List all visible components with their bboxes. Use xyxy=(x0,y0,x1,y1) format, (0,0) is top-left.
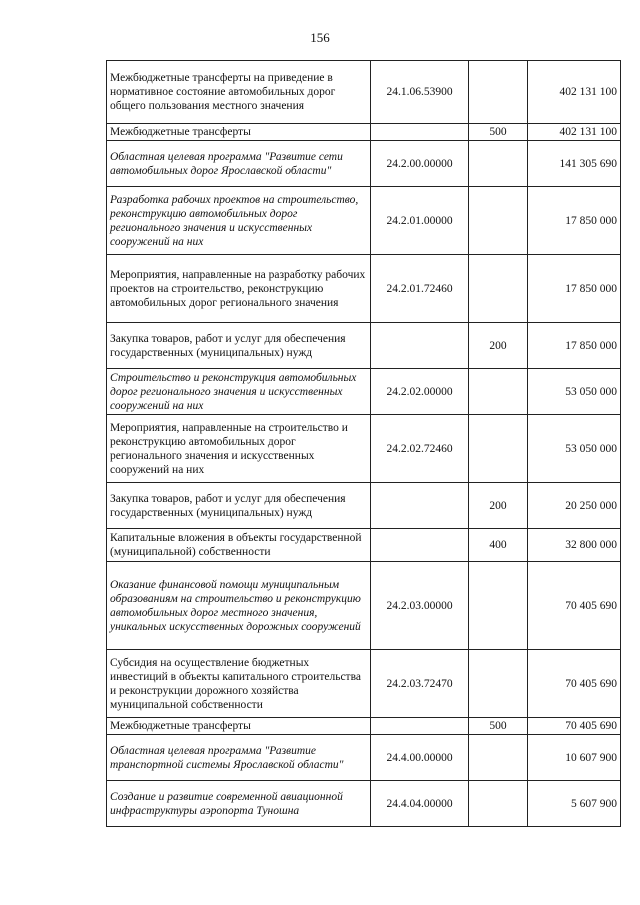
row-code xyxy=(371,483,469,529)
row-code: 24.2.02.00000 xyxy=(371,369,469,415)
table-row xyxy=(107,141,621,187)
row-name: Мероприятия, направленные на строительство и реконструкцию автомобильных дорог регионального значения и искусственных сооружений на них xyxy=(107,415,371,483)
row-amount: 141 305 690 xyxy=(528,141,621,187)
row-code: 24.4.04.00000 xyxy=(371,781,469,827)
table-row xyxy=(107,255,621,323)
row-expense-type: 400 xyxy=(469,529,528,562)
table-row xyxy=(107,650,621,718)
table-row xyxy=(107,483,621,529)
table-row xyxy=(107,61,621,124)
row-code xyxy=(371,529,469,562)
row-code: 24.2.03.72470 xyxy=(371,650,469,718)
row-code xyxy=(371,124,469,141)
row-expense-type xyxy=(469,415,528,483)
row-amount: 10 607 900 xyxy=(528,735,621,781)
row-expense-type xyxy=(469,650,528,718)
row-expense-type xyxy=(469,781,528,827)
row-amount: 17 850 000 xyxy=(528,323,621,369)
row-name: Закупка товаров, работ и услуг для обеспечения государственных (муниципальных) нужд xyxy=(107,483,371,529)
row-name: Субсидия на осуществление бюджетных инвестиций в объекты капитального строительства и реконструкции дорожного хозяйства муниципальной собственности xyxy=(107,650,371,718)
row-amount: 70 405 690 xyxy=(528,650,621,718)
row-amount: 70 405 690 xyxy=(528,718,621,735)
table-row xyxy=(107,735,621,781)
row-code xyxy=(371,323,469,369)
row-name: Разработка рабочих проектов на строительство, реконструкцию автомобильных дорог регионального значения и искусственных сооружений на них xyxy=(107,187,371,255)
table-row xyxy=(107,415,621,483)
row-name: Межбюджетные трансферты xyxy=(107,124,371,141)
table-row xyxy=(107,369,621,415)
row-name: Мероприятия, направленные на разработку рабочих проектов на строительство, реконструкцию автомобильных дорог регионального значения xyxy=(107,255,371,323)
row-expense-type: 500 xyxy=(469,718,528,735)
row-expense-type: 200 xyxy=(469,483,528,529)
row-code: 24.2.00.00000 xyxy=(371,141,469,187)
row-amount: 17 850 000 xyxy=(528,255,621,323)
row-expense-type xyxy=(469,61,528,124)
row-code: 24.4.00.00000 xyxy=(371,735,469,781)
row-amount: 70 405 690 xyxy=(528,562,621,650)
row-name: Межбюджетные трансферты xyxy=(107,718,371,735)
row-name: Областная целевая программа "Развитие сети автомобильных дорог Ярославской области" xyxy=(107,141,371,187)
row-code xyxy=(371,718,469,735)
row-amount: 402 131 100 xyxy=(528,61,621,124)
row-expense-type: 200 xyxy=(469,323,528,369)
row-expense-type xyxy=(469,369,528,415)
row-code: 24.1.06.53900 xyxy=(371,61,469,124)
budget-table xyxy=(106,60,621,827)
row-name: Создание и развитие современной авиационной инфраструктуры аэропорта Туношна xyxy=(107,781,371,827)
row-name: Закупка товаров, работ и услуг для обеспечения государственных (муниципальных) нужд xyxy=(107,323,371,369)
row-amount: 20 250 000 xyxy=(528,483,621,529)
row-expense-type xyxy=(469,255,528,323)
row-amount: 53 050 000 xyxy=(528,369,621,415)
table-row xyxy=(107,187,621,255)
row-name: Капитальные вложения в объекты государственной (муниципальной) собственности xyxy=(107,529,371,562)
row-code: 24.2.02.72460 xyxy=(371,415,469,483)
table-row xyxy=(107,562,621,650)
table-row xyxy=(107,124,621,141)
page-number: 156 xyxy=(310,30,330,45)
row-code: 24.2.01.72460 xyxy=(371,255,469,323)
row-name: Межбюджетные трансферты на приведение в нормативное состояние автомобильных дорог общего пользования местного значения xyxy=(107,61,371,124)
row-amount: 17 850 000 xyxy=(528,187,621,255)
row-expense-type: 500 xyxy=(469,124,528,141)
row-name: Оказание финансовой помощи муниципальным образованиям на строительство и реконструкцию автомобильных дорог местного значения, уникальных искусственных дорожных сооружений xyxy=(107,562,371,650)
table-row xyxy=(107,781,621,827)
table-row xyxy=(107,323,621,369)
row-amount: 402 131 100 xyxy=(528,124,621,141)
row-name: Областная целевая программа "Развитие транспортной системы Ярославской области" xyxy=(107,735,371,781)
row-name: Строительство и реконструкция автомобильных дорог регионального значения и искусственных сооружений на них xyxy=(107,369,371,415)
row-amount: 32 800 000 xyxy=(528,529,621,562)
table-row xyxy=(107,529,621,562)
row-expense-type xyxy=(469,735,528,781)
table-row xyxy=(107,718,621,735)
row-code: 24.2.01.00000 xyxy=(371,187,469,255)
row-amount: 5 607 900 xyxy=(528,781,621,827)
row-expense-type xyxy=(469,562,528,650)
row-expense-type xyxy=(469,141,528,187)
row-code: 24.2.03.00000 xyxy=(371,562,469,650)
row-expense-type xyxy=(469,187,528,255)
row-amount: 53 050 000 xyxy=(528,415,621,483)
